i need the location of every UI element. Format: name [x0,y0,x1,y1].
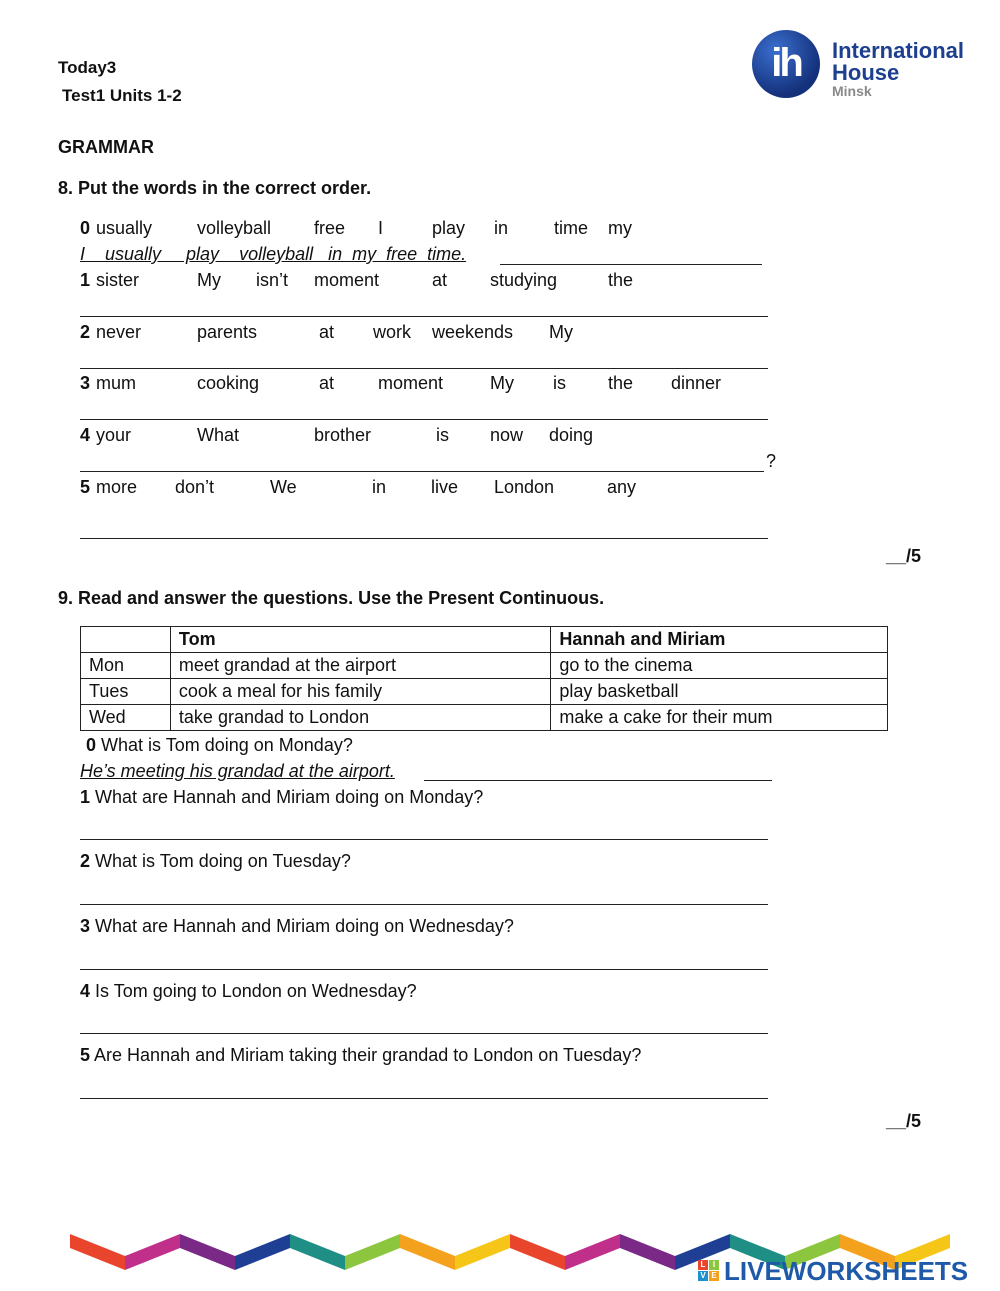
answer-line-q1[interactable] [80,839,768,840]
word: dinner [671,373,722,393]
word: My [197,270,221,290]
table-cell: Wed [81,705,171,731]
item-number: 3 [80,373,91,393]
word: in [494,218,509,238]
word: in [372,477,387,497]
zigzag-segment [510,1234,565,1270]
item-number: 1 [80,270,91,290]
schedule-table [80,626,888,731]
answer-line-2[interactable] [80,368,768,369]
logo-text-line2: House [832,60,900,85]
zigzag-segment [400,1234,455,1270]
exercise-9-title: 9. Read and answer the questions. Use the Present Continuous. [58,588,605,608]
word: London [494,477,555,497]
question-mark: ? [766,451,777,471]
word: play [432,218,466,238]
ex9-question-2 [80,851,351,872]
word: the [608,270,634,290]
answer-line-q4[interactable] [80,1033,768,1034]
zigzag-segment [345,1234,400,1270]
word: at [432,270,448,290]
example-answer-text: He’s meeting his grandad at the airport. [80,761,395,781]
brand-block: E [709,1271,719,1281]
word: studying [490,270,558,290]
table-cell: Mon [81,653,171,679]
ex9-example-answer-line [424,780,772,781]
word: weekends [432,322,514,342]
exercise-8-title: 8. Put the words in the correct order. [58,178,372,198]
word: any [607,477,637,497]
zigzag-segment [235,1234,290,1270]
word: now [490,425,524,445]
ex9-example-answer [80,761,395,782]
word: free [314,218,346,238]
logo-text-line3: Minsk [832,83,872,99]
table-row [81,679,888,705]
word: What [197,425,240,445]
answer-line-q2[interactable] [80,904,768,905]
ex8-example-answer-line [500,264,762,265]
answer-line-4[interactable] [80,471,764,472]
ex9-question-0 [86,735,353,756]
item-number: 2 [80,322,91,342]
document-subtitle: Test1 Units 1-2 [62,86,182,105]
ex9-question-5 [80,1045,641,1066]
table-cell: make a cake for their mum [551,705,888,731]
word: usually [96,218,153,238]
international-house-logo [752,30,972,104]
question-number: 3 [80,916,91,936]
table-row [81,705,888,731]
word: work [373,322,412,342]
ex8-example-answer [80,244,466,265]
ex9-question-1 [80,787,483,808]
word: volleyball [197,218,272,238]
word: isn’t [256,270,289,290]
question-text: What are Hannah and Miriam doing on Wednesday? [95,916,514,936]
word: the [608,373,634,393]
word: moment [378,373,444,393]
question-text: What are Hannah and Miriam doing on Monday? [95,787,484,807]
brand-block: V [698,1271,708,1281]
word: is [553,373,566,393]
word: My [549,322,573,342]
brand-block: L [698,1260,708,1270]
question-number: 2 [80,851,91,871]
ih-logo-mark: ih [752,30,820,98]
word: your [96,425,132,445]
liveworksheets-brand-text: LIVEWORKSHEETS [724,1256,969,1286]
item-number: 5 [80,477,91,497]
table-cell: meet grandad at the airport [170,653,550,679]
item-number: 4 [80,425,91,445]
word: at [319,373,335,393]
table-cell: cook a meal for his family [170,679,550,705]
word: brother [314,425,372,445]
word: My [490,373,514,393]
word: time [554,218,589,238]
word: cooking [197,373,260,393]
zigzag-segment [70,1234,125,1270]
answer-line-1[interactable] [80,316,768,317]
ex9-question-3 [80,916,514,937]
question-number: 0 [86,735,97,755]
table-header-cell [81,627,171,653]
answer-line-3[interactable] [80,419,768,420]
ex8-score: __/5 [886,546,922,566]
word: We [270,477,297,497]
logo-text-line1: International [832,38,965,63]
table-header-row [81,627,888,653]
question-number: 5 [80,1045,91,1065]
example-answer-text: I usually play volleyball in my free time. [80,244,467,264]
word: more [96,477,138,497]
word: parents [197,322,258,342]
document-title: Today3 [58,58,117,77]
liveworksheets-blocks-icon [698,1260,720,1282]
ex9-score: __/5 [886,1111,922,1131]
question-text: What is Tom doing on Tuesday? [95,851,351,871]
word: is [436,425,449,445]
word: my [608,218,632,238]
section-heading: GRAMMAR [58,137,154,157]
table-cell: play basketball [551,679,888,705]
word: mum [96,373,136,393]
word: sister [96,270,140,290]
brand-block: I [709,1260,719,1270]
question-text: Are Hannah and Miriam taking their grandad to London on Tuesday? [94,1045,642,1065]
word: don’t [175,477,215,497]
question-number: 1 [80,787,91,807]
ex9-question-4 [80,981,417,1002]
word: moment [314,270,380,290]
word: I [378,218,384,238]
table-cell: Tues [81,679,171,705]
word: never [96,322,142,342]
table-row [81,653,888,679]
question-text: Is Tom going to London on Wednesday? [95,981,417,1001]
table-cell: take grandad to London [170,705,550,731]
zigzag-segment [180,1234,235,1270]
zigzag-segment [125,1234,180,1270]
word: at [319,322,335,342]
table-cell: go to the cinema [551,653,888,679]
word: doing [549,425,594,445]
question-number: 4 [80,981,91,1001]
item-number: 0 [80,218,91,238]
answer-line-5[interactable] [80,538,768,539]
table-header-cell: Hannah and Miriam [551,627,888,653]
answer-line-q5[interactable] [80,1098,768,1099]
zigzag-segment [620,1234,675,1270]
answer-line-q3[interactable] [80,969,768,970]
zigzag-segment [290,1234,345,1270]
word: live [431,477,459,497]
table-header-cell: Tom [170,627,550,653]
question-text: What is Tom doing on Monday? [101,735,353,755]
zigzag-segment [455,1234,510,1270]
zigzag-segment [565,1234,620,1270]
